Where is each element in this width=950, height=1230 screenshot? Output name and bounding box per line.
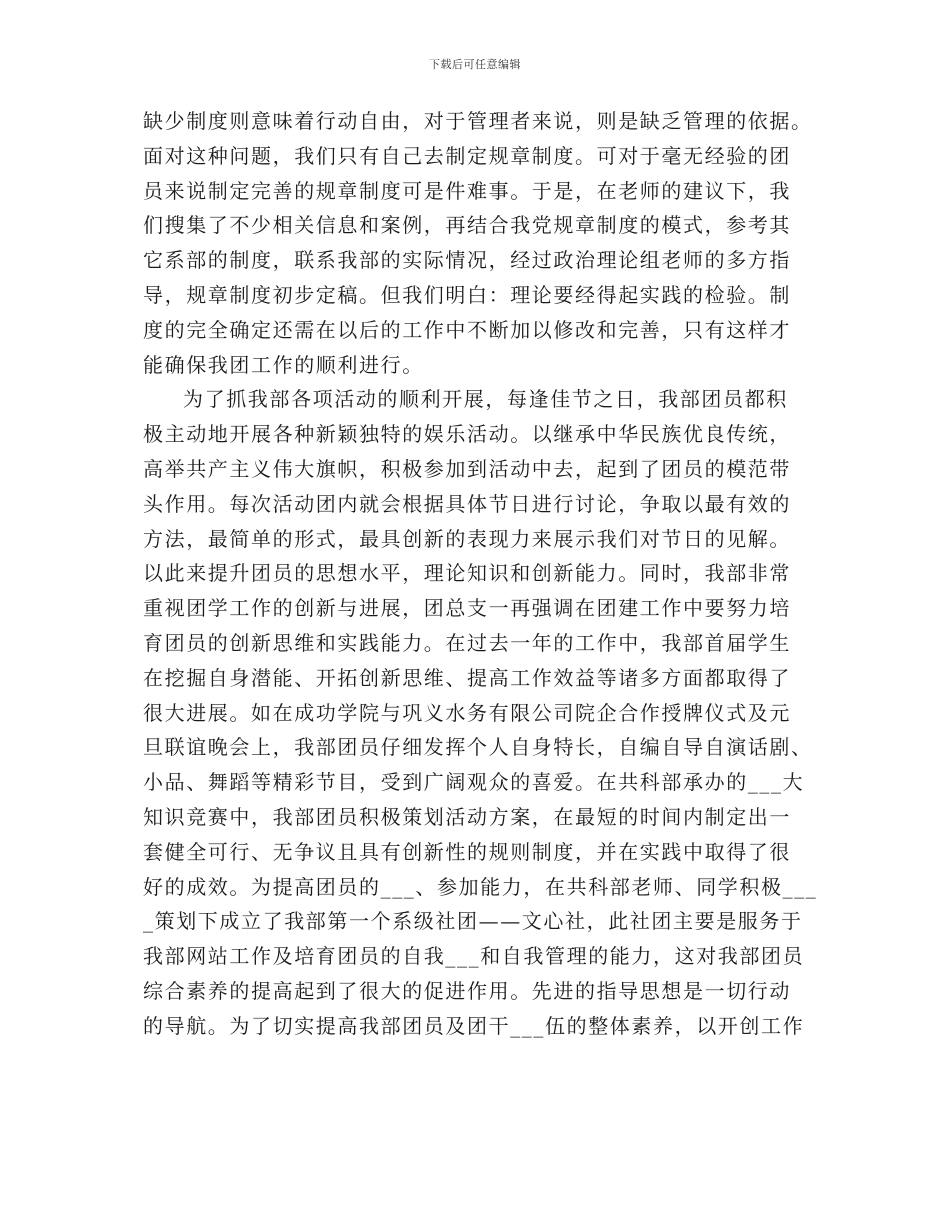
text-line: 套健全可行、无争议且具有创新性的规则制度，并在实践中取得了很 [143, 839, 791, 864]
text-line: 小品、舞蹈等精彩节目，受到广阔观众的喜爱。在共科部承办的___大 [143, 770, 805, 795]
header-note: 下载后可任意编辑 [429, 58, 521, 71]
text-line: 们搜集了不少相关信息和案例，再结合我党规章制度的模式，参考其 [143, 213, 791, 238]
text-line: 的导航。为了切实提高我部团员及团干___伍的整体素养，以开创工作 [143, 1013, 805, 1038]
text-line: _策划下成立了我部第一个系级社团——文心社，此社团主要是服务于 [143, 909, 803, 934]
text-line: 重视团学工作的创新与进展，团总支一再强调在团建工作中要努力培 [143, 596, 791, 621]
body-text [143, 104, 823, 1044]
text-line: 育团员的创新思维和实践能力。在过去一年的工作中，我部首届学生 [143, 630, 791, 655]
text-line: 很大进展。如在成功学院与巩义水务有限公司院企合作授牌仪式及元 [143, 700, 791, 725]
text-line: 高举共产主义伟大旗帜，积极参加到活动中去，起到了团员的模范带 [143, 456, 791, 481]
text-line: 以此来提升团员的思想水平，理论知识和创新能力。同时，我部非常 [143, 561, 791, 586]
text-line: 头作用。每次活动团内就会根据具体节日进行讨论，争取以最有效的 [143, 491, 791, 516]
text-line: 面对这种问题，我们只有自己去制定规章制度。可对于毫无经验的团 [143, 143, 791, 168]
text-line: 导，规章制度初步定稿。但我们明白：理论要经得起实践的检验。制 [143, 282, 791, 307]
paragraph-first-line: 为了抓我部各项活动的顺利开展，每逢佳节之日，我部团员都积 [183, 387, 788, 412]
text-line: 在挖掘自身潜能、开拓创新思维、提高工作效益等诸多方面都取得了 [143, 665, 791, 690]
text-line: 我部网站工作及培育团员的自我___和自我管理的能力，这对我部团员 [143, 944, 805, 969]
text-line: 度的完全确定还需在以后的工作中不断加以修改和完善，只有这样才 [143, 317, 791, 342]
text-line: 它系部的制度，联系我部的实际情况，经过政治理论组老师的多方指 [143, 248, 791, 273]
text-line: 方法，最简单的形式，最具创新的表现力来展示我们对节日的见解。 [143, 526, 791, 551]
text-line: 知识竞赛中，我部团员积极策划活动方案，在最短的时间内制定出一 [143, 804, 791, 829]
text-line: 缺少制度则意味着行动自由，对于管理者来说，则是缺乏管理的依据。 [143, 109, 813, 133]
text-line: 员来说制定完善的规章制度可是件难事。于是，在老师的建议下，我 [143, 178, 791, 203]
text-line: 能确保我团工作的顺利进行。 [143, 352, 424, 377]
text-line: 极主动地开展各种新颖独特的娱乐活动。以继承中华民族优良传统， [143, 422, 791, 447]
text-line: 旦联谊晚会上，我部团员仔细发挥个人自身特长，自编自导自演话剧、 [143, 735, 813, 760]
text-line: 好的成效。为提高团员的___、参加能力，在共科部老师、同学积极___ [143, 874, 818, 899]
text-line: 综合素养的提高起到了很大的促进作用。先进的指导思想是一切行动 [143, 978, 791, 1003]
